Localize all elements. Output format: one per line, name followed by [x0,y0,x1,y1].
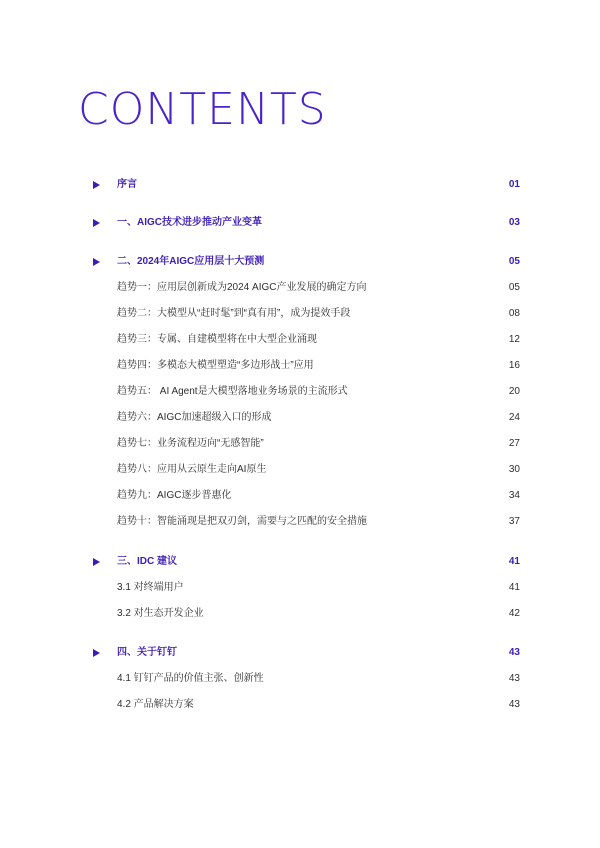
toc-entry-label: 4.1 钉钉产品的价值主张、创新性 [117,673,264,684]
toc-entry-label: 四、关于钉钉 [117,647,177,658]
toc-entry-trend-1[interactable] [0,279,600,299]
toc-entry-3-1[interactable] [0,579,600,599]
toc-page-number: 24 [508,412,520,423]
triangle-bullet-icon [93,219,100,227]
toc-entry-trend-9[interactable] [0,487,600,507]
toc-entry-label: 趋势二：大模型从“赶时髦”到“真有用”，成为提效手段 [117,308,351,319]
toc-entry-label: 趋势十：智能涌现是把双刃剑，需要与之匹配的安全措施 [117,516,367,527]
toc-entry-label: 趋势八：应用从云原生走向AI原生 [117,464,267,475]
toc-page-number: 41 [508,582,520,593]
toc-page-number: 05 [508,282,520,293]
toc-page-number: 41 [508,556,520,567]
toc-entry-section-3[interactable] [0,553,600,573]
toc-page-number: 08 [508,308,520,319]
toc-entry-label: 趋势五： AI Agent是大模型落地业务场景的主流形式 [117,386,348,397]
triangle-bullet-icon [93,181,100,189]
toc-entry-trend-8[interactable] [0,461,600,481]
toc-page-number: 05 [508,256,520,267]
toc-entry-trend-4[interactable] [0,357,600,377]
triangle-bullet-icon [93,558,100,566]
toc-page-number: 43 [508,699,520,710]
toc-entry-label: 趋势一：应用层创新成为2024 AIGC产业发展的确定方向 [117,282,367,293]
toc-entry-label: 趋势六：AIGC加速超级入口的形成 [117,412,272,423]
toc-entry-trend-10[interactable] [0,513,600,533]
toc-entry-trend-3[interactable] [0,331,600,351]
toc-entry-label: 3.1 对终端用户 [117,582,184,593]
page-title: CONTENTS [78,84,327,135]
toc-entry-4-2[interactable] [0,696,600,716]
toc-page-number: 34 [508,490,520,501]
toc-page-number: 16 [508,360,520,371]
toc-entry-label: 趋势三：专属、自建模型将在中大型企业涌现 [117,334,317,345]
toc-entry-section-4[interactable] [0,644,600,664]
toc-entry-preface[interactable] [0,176,600,196]
toc-page-number: 43 [508,673,520,684]
toc-entry-label: 二、2024年AIGC应用层十大预测 [117,256,265,267]
toc-entry-label: 趋势四：多模态大模型塑造“多边形战士”应用 [117,360,314,371]
toc-page-number: 12 [508,334,520,345]
toc-page-number: 30 [508,464,520,475]
toc-page-number: 01 [508,179,520,190]
toc-entry-3-2[interactable] [0,605,600,625]
toc-page-number: 27 [508,438,520,449]
toc-page-number: 37 [508,516,520,527]
toc-entry-label: 趋势九：AIGC逐步普惠化 [117,490,232,501]
toc-entry-section-2[interactable] [0,253,600,273]
toc-entry-section-1[interactable] [0,214,600,234]
toc-entry-trend-6[interactable] [0,409,600,429]
toc-entry-label: 一、AIGC技术进步推动产业变革 [117,217,262,228]
triangle-bullet-icon [93,258,100,266]
toc-page-number: 20 [508,386,520,397]
toc-entry-label: 趋势七：业务流程迈向“无感智能” [117,438,264,449]
toc-page-number: 42 [508,608,520,619]
toc-entry-label: 序言 [117,179,137,190]
toc-entry-trend-2[interactable] [0,305,600,325]
toc-entry-trend-5[interactable] [0,383,600,403]
toc-page-number: 43 [508,647,520,658]
triangle-bullet-icon [93,649,100,657]
toc-entry-label: 三、IDC 建议 [117,556,177,567]
toc-entry-label: 3.2 对生态开发企业 [117,608,204,619]
toc-entry-label: 4.2 产品解决方案 [117,699,194,710]
toc-entry-4-1[interactable] [0,670,600,690]
toc-page-number: 03 [508,217,520,228]
toc-entry-trend-7[interactable] [0,435,600,455]
